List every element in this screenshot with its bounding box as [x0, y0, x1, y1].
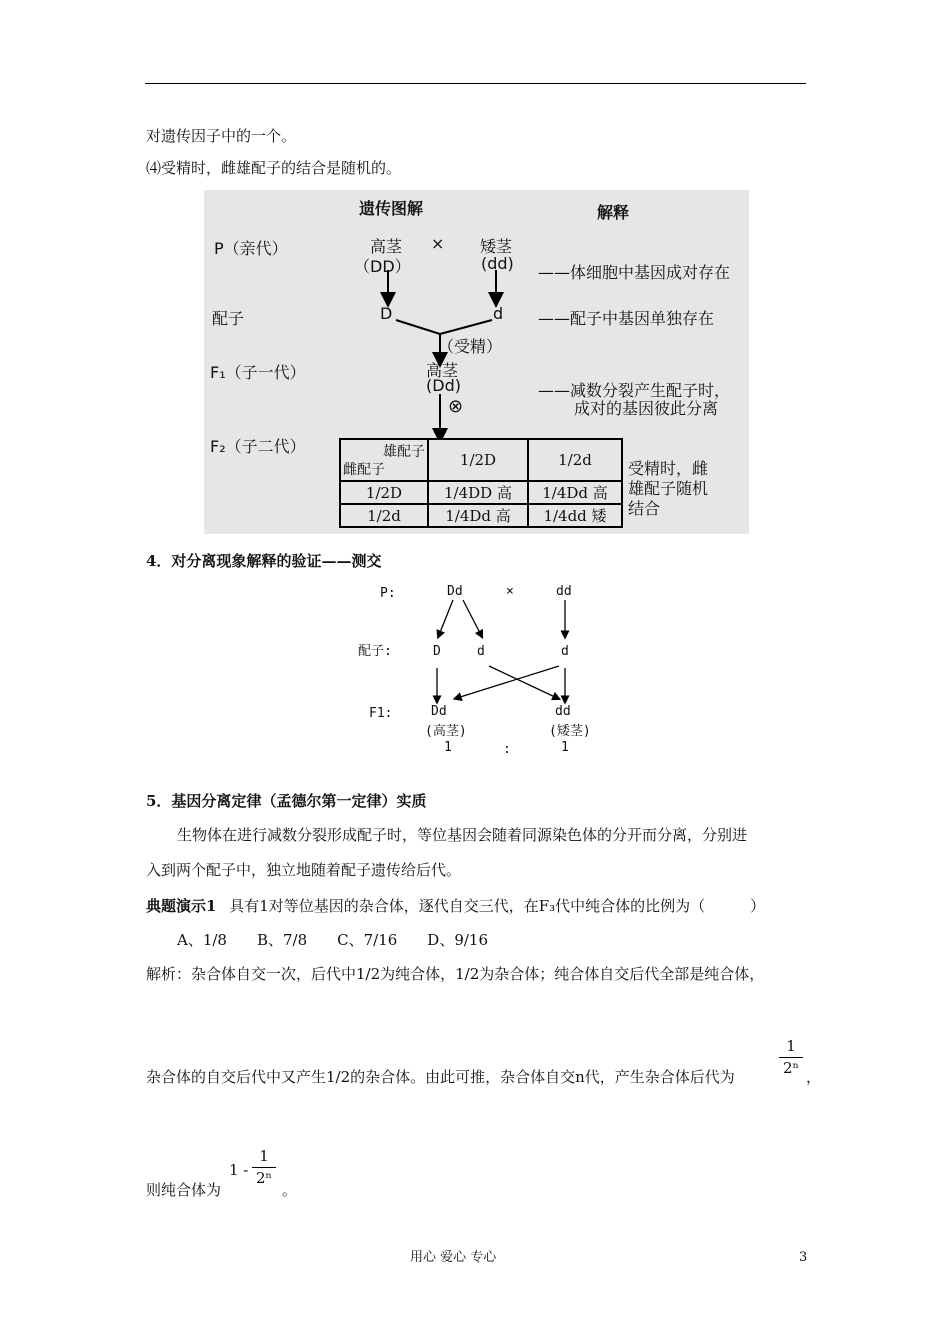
title-right: 解释 [597, 203, 630, 222]
test-cross-diagram [355, 580, 595, 765]
fraction-1-numerator: 1 [786, 1037, 796, 1055]
f1-genotype: (Dd) [426, 376, 461, 395]
cross-symbol-2: × [506, 584, 514, 599]
row-label-1: 1/2D [340, 481, 428, 504]
p1-tall: 高茎 [370, 237, 403, 256]
explanation-4b: 雄配子随机 [628, 479, 709, 498]
intro-line: 对遗传因子中的一个。 [146, 127, 297, 145]
explanation-2: ——配子中基因单独存在 [538, 309, 715, 328]
explanation-3a: ——减数分裂产生配子时， [538, 381, 731, 400]
example-question: 具有1对等位基因的杂合体，逐代自交三代，在F₃代中纯合体的比例为（ ） [229, 897, 766, 915]
fraction-2-denominator: 2ⁿ [252, 1167, 276, 1187]
ratio-1: 1 [444, 740, 452, 755]
fraction-heterozygous [779, 1037, 803, 1077]
gamete-3: d [561, 644, 569, 659]
p-label: P: [380, 586, 396, 601]
ratio-colon: : [503, 742, 511, 757]
page-number: 3 [799, 1250, 808, 1265]
cross-symbol: × [431, 234, 445, 253]
row-f1-label: F₁（子一代） [210, 363, 306, 382]
arrow-dd-d [463, 600, 481, 635]
arrow-dd-D [439, 600, 453, 635]
p2-genotype: (dd) [481, 254, 514, 273]
point-4: ⑷受精时，雌雄配子的结合是随机的。 [146, 159, 402, 177]
p1-genotype: （DD） [354, 257, 411, 276]
gamete-label: 配子: [358, 644, 392, 659]
col-header-1: 1/2D [428, 439, 528, 481]
fraction-homozygous [252, 1147, 276, 1187]
row-gamete-label: 配子 [212, 309, 245, 328]
fertilization-label: （受精） [438, 337, 503, 356]
col-header-2: 1/2d [528, 439, 622, 481]
row-label-2: 1/2d [340, 504, 428, 527]
fraction-1-denominator: 2ⁿ [779, 1057, 803, 1077]
header-rule [145, 83, 806, 84]
arrow-d-Dd [457, 666, 559, 698]
period: 。 [282, 1181, 298, 1199]
fuse-line-left [396, 320, 440, 334]
parent-2: dd [556, 584, 572, 599]
explanation-3b: 成对的基因彼此分离 [574, 399, 719, 418]
gamete-1: D [433, 644, 441, 659]
header-female: 雌配子 [343, 462, 385, 478]
row-f2-label: F₂（子二代） [210, 437, 306, 456]
genetic-diagram [204, 190, 749, 534]
gamete-D: D [380, 304, 393, 323]
offspring-1-phenotype: (高茎) [425, 724, 467, 739]
cell-1-1: 1/4DD 高 [428, 481, 528, 504]
explanation-1: ——体细胞中基因成对存在 [538, 263, 731, 282]
p2-short: 矮茎 [480, 237, 513, 256]
analysis-line-1: 解析：杂合体自交一次，后代中1/2为纯合体，1/2为杂合体；纯合体自交后代全部是纯合体， [146, 965, 765, 983]
cell-2-2: 1/4dd 矮 [528, 504, 622, 527]
arrow-d-dd [489, 666, 557, 698]
row-p-label: P（亲代） [214, 239, 288, 258]
section-4-heading: 4．对分离现象解释的验证——测交 [146, 552, 382, 570]
one-minus: 1 - [229, 1161, 249, 1179]
f1-tall: 高茎 [426, 361, 459, 380]
parent-1: Dd [447, 584, 463, 599]
comma: ， [806, 1068, 822, 1086]
title-left: 遗传图解 [359, 199, 424, 218]
table-corner [340, 439, 428, 481]
cell-2-1: 1/4Dd 高 [428, 504, 528, 527]
self-cross-icon: ⊗ [448, 396, 464, 417]
analysis-line-3: 则纯合体为 [146, 1181, 222, 1199]
paragraph-5a: 生物体在进行减数分裂形成配子时，等位基因会随着同源染色体的分开而分离，分别进 [177, 826, 748, 844]
footer-text: 用心 爱心 专心 [410, 1250, 497, 1265]
offspring-2: dd [555, 704, 571, 719]
ratio-2: 1 [561, 740, 569, 755]
fraction-2-numerator: 1 [259, 1147, 269, 1165]
offspring-2-phenotype: (矮茎) [549, 724, 591, 739]
punnett-table [339, 438, 623, 528]
f1-label: F1: [369, 706, 393, 721]
header-male: 雄配子 [383, 444, 425, 460]
answer-options: A、1/8 B、7/8 C、7/16 D、9/16 [177, 931, 489, 949]
fuse-line-right [440, 320, 492, 334]
gamete-2: d [477, 644, 485, 659]
section-5-heading: 5．基因分离定律（孟德尔第一定律）实质 [146, 792, 427, 810]
cell-1-2: 1/4Dd 高 [528, 481, 622, 504]
explanation-4a: 受精时，雌 [628, 459, 709, 478]
gamete-d: d [493, 304, 504, 323]
paragraph-5b: 入到两个配子中，独立地随着配子遗传给后代。 [146, 861, 462, 879]
analysis-line-2: 杂合体的自交后代中又产生1/2的杂合体。由此可推，杂合体自交n代，产生杂合体后代为 [146, 1068, 735, 1086]
explanation-4c: 结合 [628, 499, 661, 518]
example-line [146, 896, 765, 916]
example-label: 典题演示1 [146, 897, 217, 915]
offspring-1: Dd [431, 704, 447, 719]
